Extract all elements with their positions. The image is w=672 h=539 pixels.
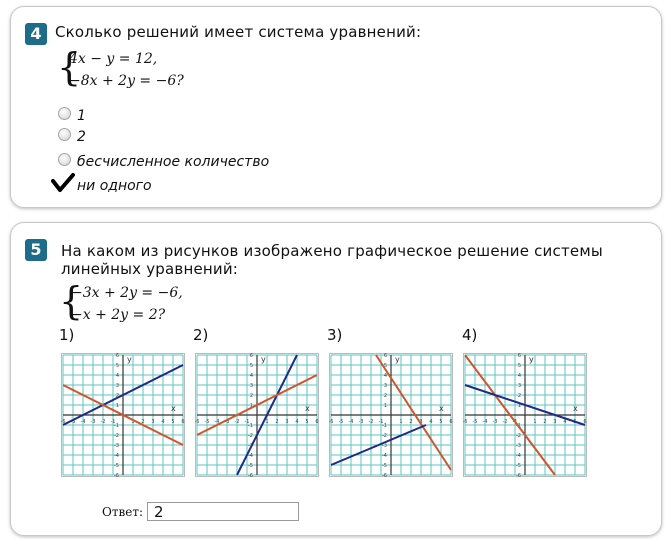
x-tick-label: -5 [472,419,478,425]
x-tick-label: 1 [131,419,135,425]
x-tick-label: 2 [275,419,279,425]
graph-4[interactable] [463,353,587,477]
y-tick-label: 5 [517,363,521,369]
y-tick-label: 1 [249,403,253,409]
x-tick-label: -6 [195,419,200,425]
x-axis-label: x [439,404,444,413]
y-tick-label: -3 [248,443,253,449]
x-tick-label: -4 [482,419,488,425]
y-tick-label: -5 [248,463,253,469]
y-tick-label: -2 [382,433,387,439]
x-tick-label: -3 [224,419,230,425]
x-tick-label: 6 [181,419,185,425]
y-tick-label: 4 [383,373,387,379]
x-tick-label: -2 [234,419,240,425]
y-tick-label: 2 [115,393,119,399]
y-tick-label: -1 [114,423,119,429]
x-tick-label: -4 [80,419,86,425]
y-tick-label: 4 [517,373,521,379]
brace: { [59,279,84,323]
x-tick-label: -2 [100,419,106,425]
x-tick-label: -4 [214,419,220,425]
x-tick-label: 4 [295,419,299,425]
x-tick-label: 1 [265,419,269,425]
y-axis-label: y [261,355,266,364]
x-tick-label: -2 [502,419,508,425]
option-3-label[interactable]: бесчисленное количество [77,154,270,170]
y-tick-label: 6 [517,353,521,359]
equation-2: −8x + 2y = −6? [69,73,184,89]
y-tick-label: -3 [114,443,119,449]
x-tick-label: -6 [463,419,468,425]
y-axis-label: y [127,355,132,364]
question-number-badge: 4 [25,23,47,45]
x-tick-label: 2 [543,419,547,425]
question-4-card [10,6,662,208]
figure-label-4: 4) [462,326,478,344]
y-tick-label: 3 [517,383,521,389]
y-tick-label: 4 [249,373,253,379]
y-tick-label: 2 [517,393,521,399]
answer-label: Ответ: [102,505,144,519]
y-tick-label: -3 [382,443,387,449]
y-tick-label: 1 [383,403,387,409]
x-tick-label: 2 [141,419,145,425]
y-tick-label: 3 [383,383,387,389]
y-tick-label: -4 [382,453,387,459]
x-tick-label: 1 [533,419,537,425]
y-tick-label: 5 [115,363,119,369]
x-tick-label: 2 [409,419,413,425]
x-tick-label: -5 [338,419,344,425]
x-tick-label: -5 [204,419,210,425]
y-tick-label: -5 [516,463,521,469]
y-tick-label: -5 [114,463,119,469]
y-tick-label: 3 [249,383,253,389]
x-tick-label: 3 [419,419,423,425]
y-tick-label: 2 [383,393,387,399]
x-tick-label: 1 [399,419,403,425]
y-tick-label: -3 [516,443,521,449]
x-tick-label: -5 [70,419,76,425]
option-1-label[interactable]: 1 [77,108,86,124]
y-axis-label: y [529,355,534,364]
x-tick-label: 4 [429,419,433,425]
y-tick-label: -4 [516,453,521,459]
x-tick-label: -3 [90,419,96,425]
y-tick-label: -6 [114,473,119,477]
brace: { [57,45,82,89]
x-tick-label: -1 [244,419,250,425]
equation-2: −x + 2y = 2? [71,307,166,323]
x-tick-label: 5 [171,419,175,425]
y-tick-label: -4 [248,453,253,459]
y-tick-label: -1 [382,423,387,429]
x-tick-label: -6 [61,419,66,425]
graph-2[interactable] [195,353,319,477]
y-tick-label: -2 [516,433,521,439]
y-tick-label: 2 [249,393,253,399]
x-tick-label: -2 [368,419,374,425]
equation-system [57,47,197,97]
question-text-line-1: На каком из рисунков изображено графическое решение системы [61,242,603,260]
x-axis-label: x [573,404,578,413]
y-tick-label: -1 [516,423,521,429]
equation-1: −3x + 2y = −6, [71,285,183,301]
x-tick-label: 4 [563,419,567,425]
x-tick-label: 5 [439,419,443,425]
equation-1: 4x − y = 12, [69,51,158,67]
y-tick-label: -6 [248,473,253,477]
y-tick-label: -6 [516,473,521,477]
y-tick-label: 1 [517,403,521,409]
x-tick-label: 5 [573,419,577,425]
option-3-radio[interactable] [58,153,71,166]
question-5-card [10,222,662,536]
y-tick-label: 6 [115,353,119,359]
question-number-badge: 5 [25,239,47,261]
x-tick-label: -1 [378,419,384,425]
y-axis-label: y [395,355,400,364]
option-2-label[interactable]: 2 [77,129,86,145]
y-tick-label: -1 [248,423,253,429]
x-tick-label: -1 [512,419,518,425]
answer-input[interactable]: 2 [147,502,299,521]
option-4-label[interactable]: ни одного [77,178,152,194]
x-axis-label: x [305,404,310,413]
y-tick-label: -6 [382,473,387,477]
y-tick-label: 6 [249,353,253,359]
graph-1[interactable] [61,353,185,477]
x-tick-label: 5 [305,419,309,425]
y-tick-label: -5 [382,463,387,469]
x-tick-label: 3 [285,419,289,425]
y-tick-label: -2 [114,433,119,439]
y-tick-label: -4 [114,453,119,459]
question-text: Сколько решений имеет система уравнений: [55,23,422,41]
x-tick-label: 3 [151,419,155,425]
option-1-radio[interactable] [58,107,71,120]
y-tick-label: 4 [115,373,119,379]
x-tick-label: -3 [492,419,498,425]
x-tick-label: -3 [358,419,364,425]
checkmark-icon[interactable] [51,173,75,193]
y-tick-label: 1 [115,403,119,409]
x-tick-label: -1 [110,419,116,425]
option-2-radio[interactable] [58,128,71,141]
figure-label-3: 3) [327,326,343,344]
x-tick-label: 6 [315,419,319,425]
x-tick-label: -6 [329,419,334,425]
graph-3[interactable] [329,353,453,477]
y-tick-label: 3 [115,383,119,389]
equation-system [59,281,199,331]
figure-label-2: 2) [193,326,209,344]
x-tick-label: -4 [348,419,354,425]
y-tick-label: 5 [249,363,253,369]
x-tick-label: 6 [583,419,587,425]
y-tick-label: -2 [248,433,253,439]
y-tick-label: 6 [383,353,387,359]
x-tick-label: 6 [449,419,453,425]
x-tick-label: 4 [161,419,165,425]
x-tick-label: 3 [553,419,557,425]
question-text-line-2: линейных уравнений: [61,260,239,278]
x-axis-label: x [171,404,176,413]
y-tick-label: 5 [383,363,387,369]
figure-label-1: 1) [59,326,75,344]
